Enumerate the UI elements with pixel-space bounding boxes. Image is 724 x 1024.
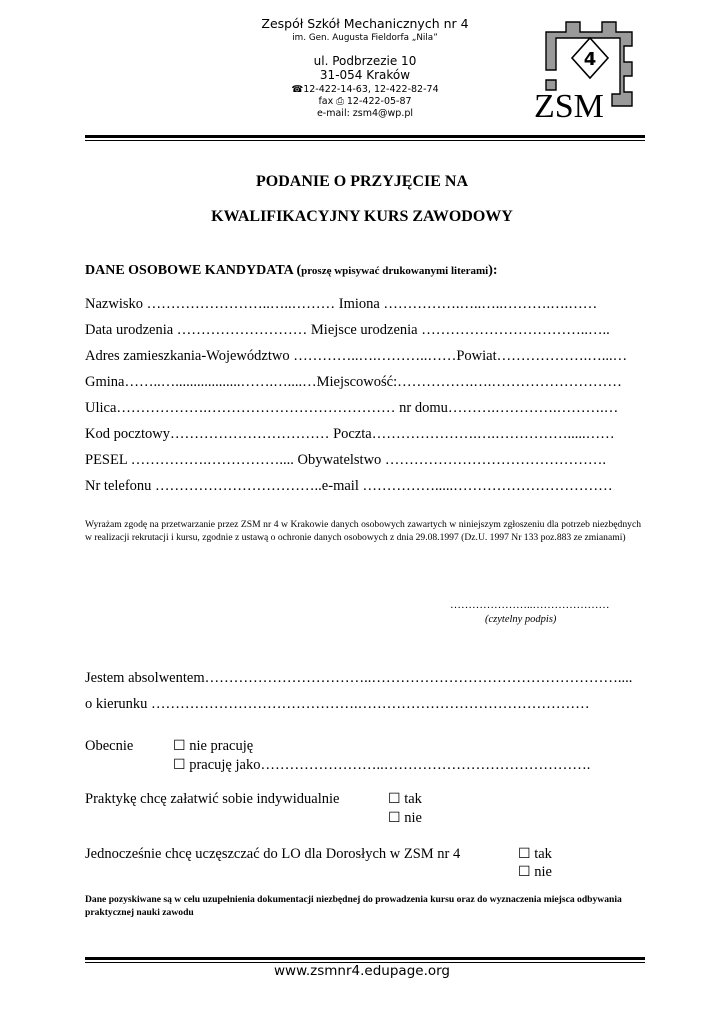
practice-option-yes[interactable]: ☐ tak [388, 791, 422, 807]
field-postal-row[interactable]: Kod pocztowy…………………………… Poczta………………….….…………….....…… [85, 426, 615, 442]
field-surname-row[interactable]: Nazwisko ……………………..…..……… Imiona …………….…..…..……….….…… [85, 296, 598, 312]
consent-text: Wyrażam zgodę na przetwarzanie przez ZSM nr 4 w Krakowie danych osobowych zawartych w niniejszym zgłoszeniu dla potrzeb niezbędnych w realizacji rekrutacji i kursu, zgodnie z ustawą o ochronie danych osobowych z dnia 29.08.1997 (Dz.U. 1997 Nr 133 poz.883 ze zmianami) [85, 519, 641, 543]
school-patron: im. Gen. Augusta Fieldorfa „Nila” [292, 33, 438, 43]
checkbox-icon[interactable]: ☐ [173, 758, 186, 773]
school-phones: ☎12-422-14-63, 12-422-82-74 [291, 84, 439, 95]
personal-data-heading: DANE OSOBOWE KANDYDATA (proszę wpisywać drukowanymi literami): [85, 263, 498, 278]
personal-data-heading-note: proszę wpisywać drukowanymi literami [301, 265, 489, 277]
form-title-line1: PODANIE O PRZYJĘCIE NA [255, 173, 468, 190]
lo-option-no[interactable]: ☐ nie [518, 864, 552, 880]
school-fax: fax ⎙ 12-422-05-87 [318, 96, 412, 107]
school-city: 31-054 Kraków [319, 68, 411, 82]
lo-label: Jednocześnie chcę uczęszczać do LO dla Dorosłych w ZSM nr 4 [85, 846, 461, 862]
checkbox-icon[interactable]: ☐ [518, 865, 531, 880]
school-name: Zespół Szkół Mechanicznych nr 4 [261, 16, 469, 31]
gear-logo-icon [528, 10, 638, 125]
school-email: e-mail: zsm4@wp.pl [316, 108, 414, 119]
form-title-line2: KWALIFIKACYJNY KURS ZAWODOWY [211, 208, 513, 225]
signature-label: (czytelny podpis) [485, 614, 557, 625]
field-commune-row[interactable]: Gmina……..…..................…….…....…Miejscowość:…………….….……………………… [85, 374, 622, 390]
option-not-working[interactable]: ☐ nie pracuję [173, 738, 254, 754]
lo-option-yes[interactable]: ☐ tak [518, 846, 552, 862]
field-phone-row[interactable]: Nr telefonu ……………………………..e-mail …………….....…………………………… [85, 478, 613, 494]
checkbox-icon[interactable]: ☐ [173, 739, 186, 754]
field-birth-row[interactable]: Data urodzenia ……………………… Miejsce urodzenia ……………………………..….. [85, 322, 610, 338]
field-address-row[interactable]: Adres zamieszkania-Województwo …………..….………..……Powiat……………….…...… [85, 348, 628, 364]
header-rule [85, 135, 645, 138]
school-website-link[interactable]: www.zsmnr4.edupage.org [273, 963, 450, 979]
checkbox-icon[interactable]: ☐ [388, 792, 401, 807]
practice-label: Praktykę chcę załatwić sobie indywidualnie [85, 791, 340, 807]
footer-rule [85, 957, 645, 960]
field-major-row[interactable]: o kierunku …………………………………….………………………………………… [85, 696, 590, 712]
phone-icon: ☎ [291, 84, 304, 95]
footer-note: Dane pozyskiwane są w celu uzupełnienia dokumentacji niezbędnej do prowadzenia kursu oraz do wyznaczenia miejsca odbywania praktycznej nauki zawodu [85, 894, 622, 918]
logo-number: 4 [583, 49, 597, 70]
field-pesel-row[interactable]: PESEL …………….…………….... Obywatelstwo ………………………………………. [85, 452, 607, 468]
practice-option-no[interactable]: ☐ nie [388, 810, 422, 826]
field-street-row[interactable]: Ulica……………….………………………………… nr domu……….………….……….… [85, 400, 619, 416]
fax-icon: ⎙ [336, 96, 344, 107]
checkbox-icon[interactable]: ☐ [388, 811, 401, 826]
checkbox-icon[interactable]: ☐ [518, 847, 531, 862]
option-working-as[interactable]: ☐ pracuję jako……………………..……………………………………. [173, 757, 591, 773]
field-graduate-row[interactable]: Jestem absolwentem……………………………..…………………………………………….... [85, 670, 633, 686]
signature-line[interactable]: …………………..………………… [450, 599, 610, 611]
zsm-logo [528, 10, 638, 125]
employment-label: Obecnie [85, 738, 134, 754]
school-street: ul. Podbrzezie 10 [313, 54, 417, 68]
header-rule-thin [85, 140, 645, 141]
logo-text: ZSM [534, 88, 604, 125]
